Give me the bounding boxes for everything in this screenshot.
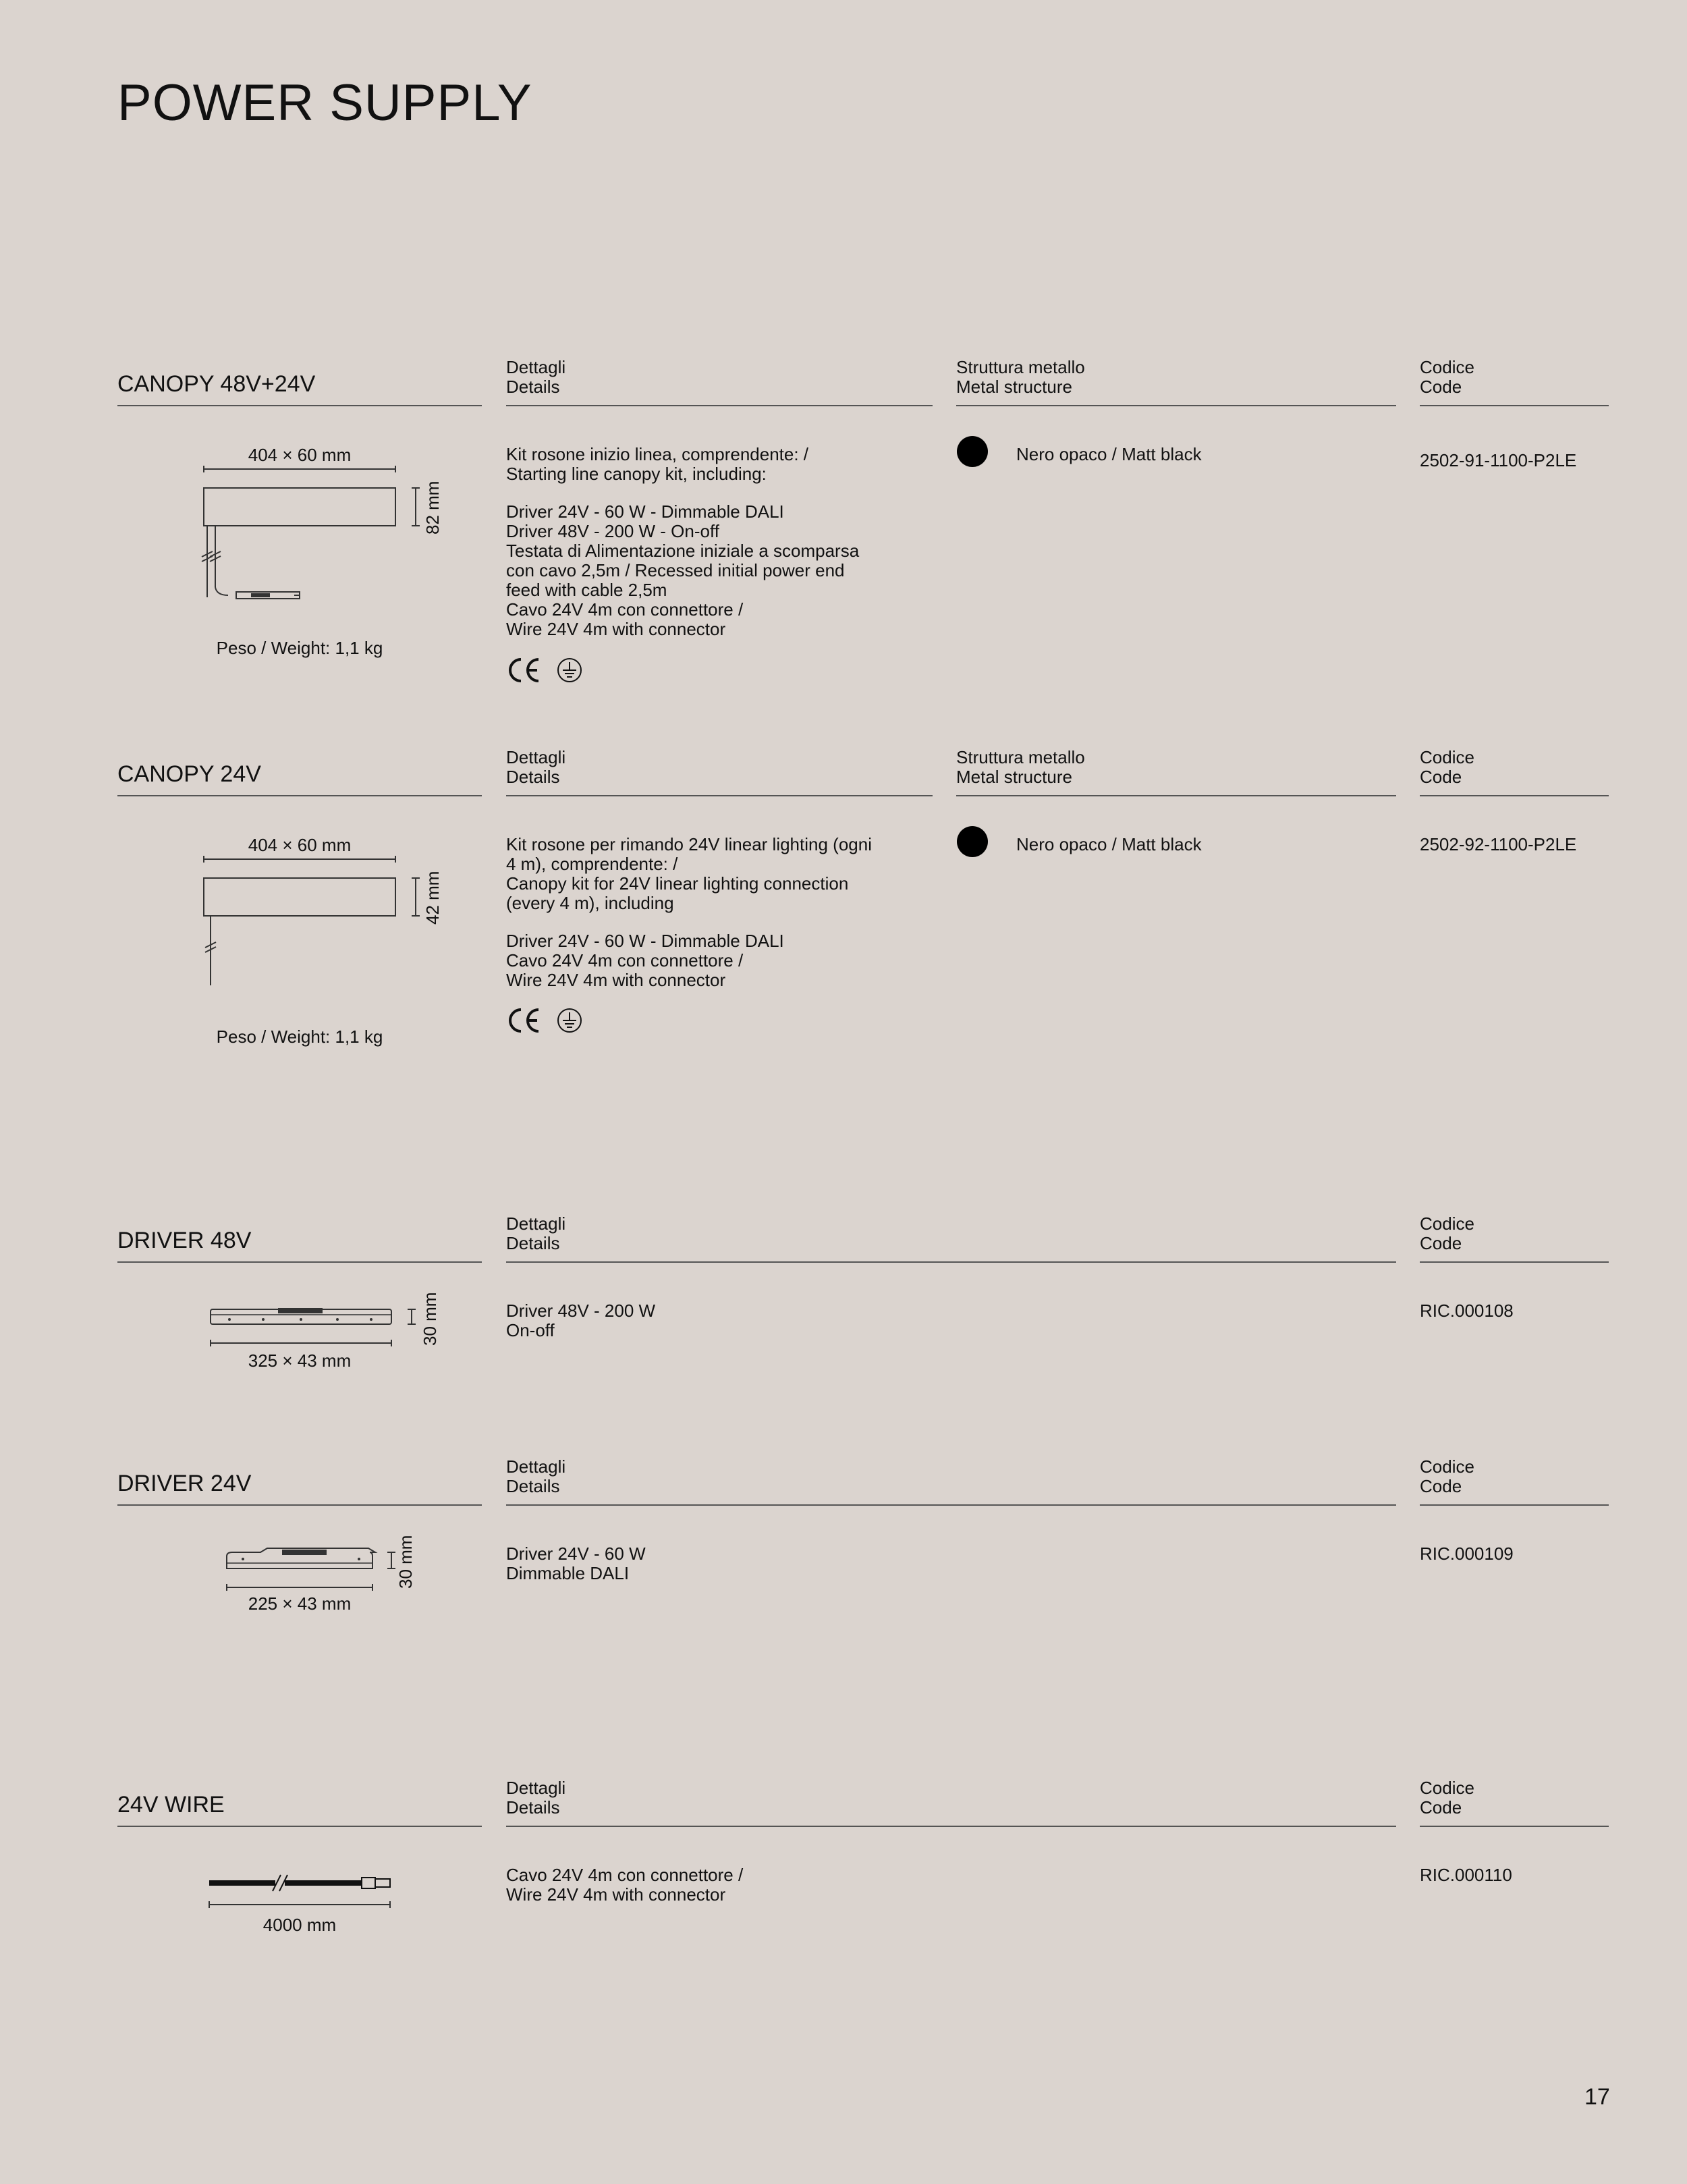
height-label: 82 mm <box>422 481 443 535</box>
details-header: Dettagli Details <box>506 1213 566 1253</box>
finish-swatch <box>957 436 988 467</box>
dimension-label: 404 × 60 mm <box>248 445 352 465</box>
code-rule <box>1420 795 1609 796</box>
product-code: 2502-91-1100-P2LE <box>1420 450 1577 470</box>
ground-symbol-icon <box>556 1007 583 1034</box>
details-header: Dettagli Details <box>506 1456 566 1496</box>
ce-mark-icon <box>506 657 541 684</box>
section-title: CANOPY 24V <box>117 761 261 787</box>
driver-48v-drawing <box>202 1301 425 1348</box>
details-text: Cavo 24V 4m con connettore / Wire 24V 4m with connector <box>506 1865 744 1905</box>
code-header: Codice Code <box>1420 1778 1474 1818</box>
details-text: Driver 48V - 200 W On-off <box>506 1301 656 1340</box>
wire-drawing <box>205 1869 401 1910</box>
structure-rule <box>956 795 1396 796</box>
details-text: Kit rosone inizio linea, comprendente: / Starting line canopy kit, including: Driver 24V - 60 W - Dimmable DALI Driver 48V - 200 W - On-off Testata di Alimentazione iniziale a scomparsa con cavo 2,5m / Recessed initial power end feed with cable 2,5m Cavo 24V 4m con connettore / Wire 24V 4m with connector <box>506 444 860 639</box>
title-rule <box>117 1826 482 1827</box>
dimension-label: 4000 mm <box>262 1915 337 1935</box>
title-rule <box>117 405 482 406</box>
product-code: RIC.000108 <box>1420 1301 1514 1321</box>
details-header: Dettagli Details <box>506 357 566 397</box>
height-label: 42 mm <box>422 871 443 925</box>
code-header: Codice Code <box>1420 357 1474 397</box>
page-number: 17 <box>1584 2084 1610 2110</box>
canopy-drawing <box>196 856 445 991</box>
dimension-label: 225 × 43 mm <box>248 1593 352 1614</box>
code-rule <box>1420 1504 1609 1506</box>
product-code: RIC.000110 <box>1420 1865 1512 1885</box>
dimension-label: 404 × 60 mm <box>248 835 352 855</box>
structure-header: Struttura metallo Metal structure <box>956 357 1085 397</box>
code-header: Codice Code <box>1420 747 1474 787</box>
weight-label: Peso / Weight: 1,1 kg <box>216 638 383 658</box>
product-code: 2502-92-1100-P2LE <box>1420 834 1577 854</box>
section-title: 24V WIRE <box>117 1792 225 1818</box>
code-rule <box>1420 1261 1609 1263</box>
details-header: Dettagli Details <box>506 747 566 787</box>
code-rule <box>1420 405 1609 406</box>
title-rule <box>117 1261 482 1263</box>
section-title: DRIVER 24V <box>117 1471 252 1496</box>
height-label: 30 mm <box>395 1535 416 1589</box>
details-rule <box>506 1504 1396 1506</box>
section-title: DRIVER 48V <box>117 1228 252 1253</box>
details-header: Dettagli Details <box>506 1778 566 1818</box>
ce-mark-icon <box>506 1007 541 1034</box>
finish-swatch <box>957 826 988 857</box>
structure-rule <box>956 405 1396 406</box>
details-rule <box>506 1826 1396 1827</box>
ground-symbol-icon <box>556 657 583 684</box>
details-rule <box>506 795 933 796</box>
details-rule <box>506 405 933 406</box>
code-header: Codice Code <box>1420 1213 1474 1253</box>
structure-header: Struttura metallo Metal structure <box>956 747 1085 787</box>
canopy-drawing <box>196 466 445 607</box>
page-title: POWER SUPPLY <box>117 74 532 132</box>
weight-label: Peso / Weight: 1,1 kg <box>216 1027 383 1047</box>
finish-label: Nero opaco / Matt black <box>1016 834 1202 854</box>
driver-24v-drawing <box>220 1541 422 1593</box>
code-header: Codice Code <box>1420 1456 1474 1496</box>
title-rule <box>117 795 482 796</box>
finish-label: Nero opaco / Matt black <box>1016 444 1202 464</box>
details-text: Kit rosone per rimando 24V linear lighting (ogni 4 m), comprendente: / Canopy kit for 24V linear lighting connection (every 4 m), including Driver 24V - 60 W - Dimmable DALI Cavo 24V 4m con connettore / Wire 24V 4m with connector <box>506 834 872 990</box>
details-rule <box>506 1261 1396 1263</box>
product-code: RIC.000109 <box>1420 1544 1514 1564</box>
code-rule <box>1420 1826 1609 1827</box>
section-title: CANOPY 48V+24V <box>117 371 316 397</box>
height-label: 30 mm <box>420 1292 440 1346</box>
dimension-label: 325 × 43 mm <box>248 1350 352 1371</box>
title-rule <box>117 1504 482 1506</box>
details-text: Driver 24V - 60 W Dimmable DALI <box>506 1544 646 1583</box>
